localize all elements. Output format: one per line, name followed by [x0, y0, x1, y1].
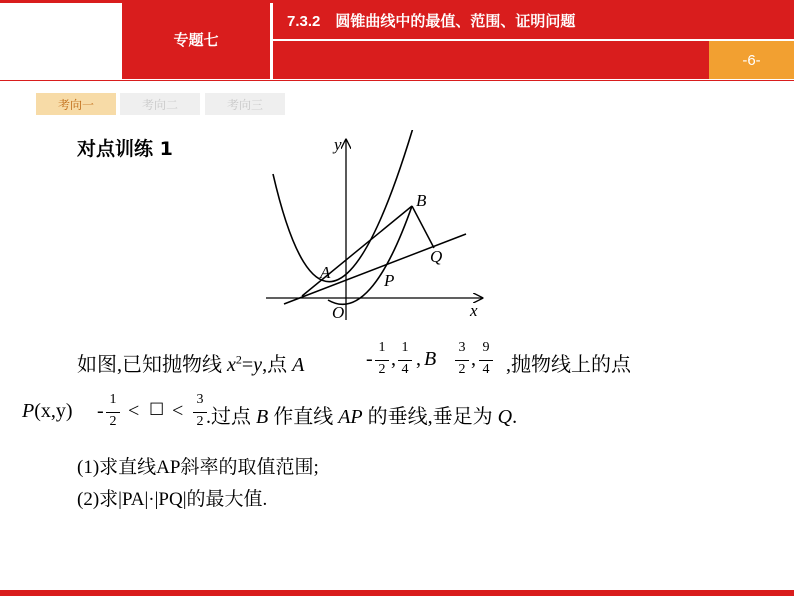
section-title: 7.3.2 圆锥曲线中的最值、范围、证明问题 [287, 13, 576, 30]
title-bar [273, 0, 794, 39]
problem-line-1 [77, 348, 304, 377]
minus-sign: - [97, 400, 104, 422]
text-segment: ,抛物线上的点 [506, 354, 631, 376]
fraction-a2 [398, 340, 412, 378]
tab-label: 考向一 [57, 97, 94, 112]
line-AP-label: AP [338, 406, 363, 428]
label-A: A [320, 263, 331, 282]
page-number-label: -6- [742, 51, 761, 69]
numerator: 1 [401, 340, 409, 355]
problem-line-2-rest [206, 400, 517, 429]
text-segment: .过点 [206, 406, 256, 428]
question-2: (2)求|PA|·|PQ|的最大值. [77, 489, 268, 510]
denominator: 2 [109, 414, 117, 429]
title-strip [273, 41, 709, 79]
var-y: y [253, 354, 263, 376]
segment-AB [302, 206, 412, 296]
comma: , [471, 348, 476, 370]
numerator: 1 [378, 340, 386, 355]
parabola-figure [260, 130, 490, 330]
line-AP [284, 234, 466, 304]
point-B: B [256, 406, 269, 428]
comma: , [391, 348, 396, 370]
fraction-b1 [455, 340, 469, 378]
text-segment: 的垂线,垂足为 [362, 406, 498, 428]
topic-badge [122, 0, 270, 79]
fraction-upper [193, 392, 207, 430]
numerator: 3 [196, 392, 204, 407]
fraction-b2 [479, 340, 493, 378]
point-B: B [424, 348, 437, 370]
question-1: (1)求直线AP斜率的取值范围; [77, 457, 319, 478]
segment-BQ [412, 206, 434, 248]
less-than: < [172, 400, 184, 422]
var-x: x [227, 354, 236, 376]
numerator: 1 [109, 392, 117, 407]
text-segment: 作直线 [268, 406, 339, 428]
fraction-lower [106, 392, 120, 430]
point-Q: Q [497, 406, 513, 428]
label-y: y [334, 135, 342, 154]
page-number [709, 41, 794, 79]
minus-sign: - [366, 348, 373, 370]
topic-label: 专题七 [173, 32, 219, 49]
less-than: < [128, 400, 140, 422]
tab-kaoxiang-1[interactable] [36, 93, 116, 115]
exercise-heading: 对点训练 1 [77, 138, 173, 160]
footer-bar [0, 590, 794, 596]
period: . [512, 406, 518, 428]
curve-through-P [328, 206, 412, 304]
numerator: 9 [482, 340, 490, 355]
tab-kaoxiang-2[interactable] [120, 93, 200, 115]
equals: = [241, 354, 254, 376]
problem-line-2-start [22, 400, 73, 423]
text-segment: 如图,已知抛物线 [77, 354, 227, 376]
label-B: B [416, 191, 427, 210]
denominator: 2 [458, 362, 466, 377]
tab-label: 考向二 [141, 97, 178, 112]
label-Q: Q [430, 247, 443, 266]
denominator: 4 [482, 362, 490, 377]
fraction-a1 [375, 340, 389, 378]
header-divider [0, 80, 794, 81]
placeholder-box: ☐ [149, 400, 165, 419]
point-P: P [22, 400, 35, 422]
denominator: 2 [378, 362, 386, 377]
comma: , [416, 348, 421, 370]
label-P: P [384, 271, 395, 290]
denominator: 2 [196, 414, 204, 429]
exponent: 2 [235, 352, 242, 367]
text-segment: ,点 [262, 354, 293, 376]
denominator: 4 [401, 362, 409, 377]
label-O: O [332, 303, 345, 322]
tab-kaoxiang-3[interactable] [205, 93, 285, 115]
label-x: x [470, 301, 478, 320]
tab-label: 考向三 [226, 97, 263, 112]
numerator: 3 [458, 340, 466, 355]
point-A: A [292, 354, 305, 376]
coords: (x,y) [34, 400, 73, 422]
